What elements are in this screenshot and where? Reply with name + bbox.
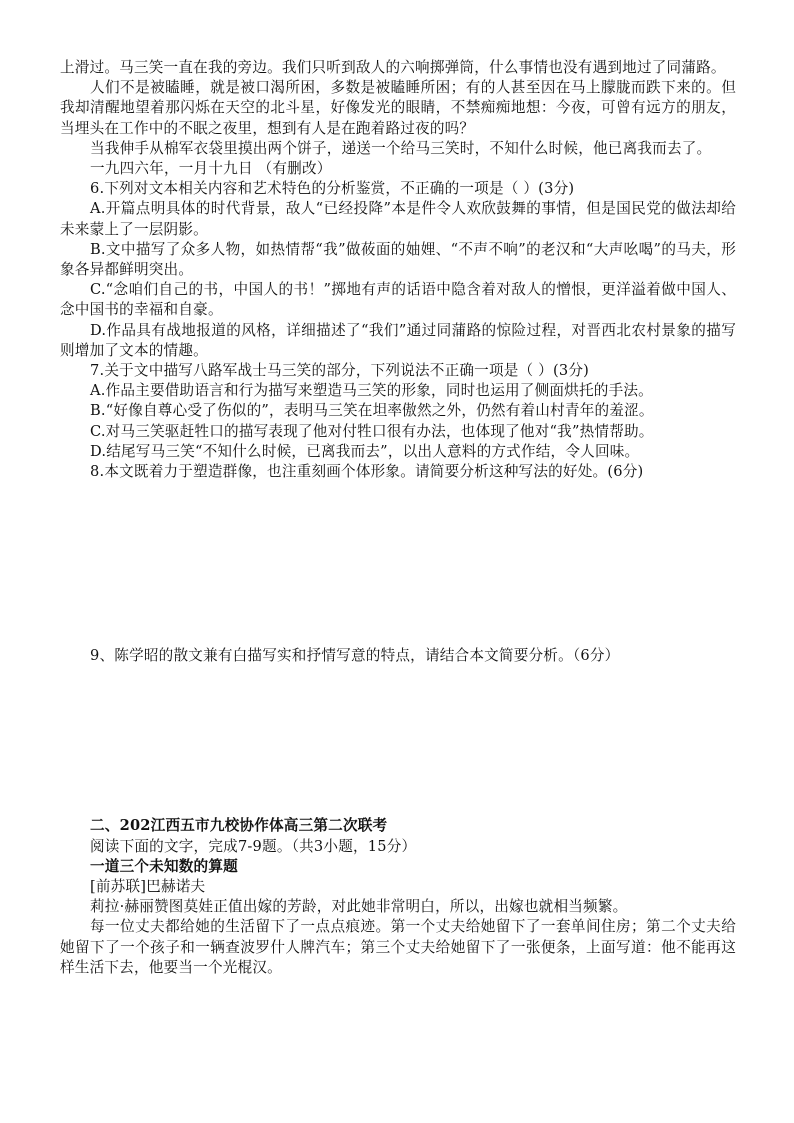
answer-space [60,666,736,816]
question-6-option-b: B.文中描写了众多人物，如热情帮“我”做莜面的妯娌、“不声不响”的老汉和“大声吆喝”的马夫，形象各异都鲜明突出。 [60,240,736,279]
question-7-option-c: C.对马三笑驱赶牲口的描写表现了他对付牲口很有办法，也体现了他对“我”热情帮助。 [90,422,654,440]
section-heading: 二、202江西五市九校协作体高三第二次联考 [90,817,388,835]
story-paragraph: 莉拉·赫丽赞图莫娃正值出嫁的芳龄，对此她非常明白，所以，出嫁也就相当频繁。 [90,898,628,916]
story-paragraph: 每一位丈夫都给她的生活留下了一点点痕迹。第一个丈夫给她留下了一套单间住房；第二个丈夫给她留下了一个孩子和一辆查波罗什人牌汽车；第三个丈夫给她留下了一张便条，上面写道：他不能再这样生活下去，他要当一个光棍汉。 [60,918,736,976]
question-6-stem: 6.下列对文本相关内容和艺术特色的分析鉴赏，不正确的一项是（ ）(3分) [90,180,575,198]
question-7-option-a: A.作品主要借助语言和行为描写来塑造马三笑的形象，同时也运用了侧面烘托的手法。 [90,382,653,400]
question-6-option-a: A.开篇点明具体的时代背景，敌人“已经投降”本是件令人欢欣鼓舞的事情，但是国民党的做法却给未来蒙上了一层阴影。 [60,200,736,238]
story-author: [前苏联]巴赫诺夫 [90,878,206,896]
passage-paragraph: 人们不是被瞌睡，就是被口渴所困，多数是被瞌睡所困；有的人甚至因在马上朦胧而跌下来的。但我却清醒地望着那闪烁在天空的北斗星，好像发光的眼睛，不禁痴痴地想：今夜，可曾有远方的朋友，当埋头在工作中的不眠之夜里，想到有人是在跑着路过夜的吗？ [60,79,736,137]
question-7-option-d: D.结尾写马三笑“不知什么时候，已离我而去”，以出人意料的方式作结，令人回味。 [90,442,640,460]
question-7-stem: 7.关于文中描写八路军战士马三笑的部分，下列说法不正确一项是（ ）(3分) [90,362,590,380]
passage-paragraph: 当我伸手从棉军衣袋里摸出两个饼子，递送一个给马三笑时，不知什么时候，他已离我而去了。 [90,139,712,157]
answer-space [60,482,736,646]
question-8: 8.本文既着力于塑造群像，也注重刻画个体形象。请简要分析这种写法的好处。(6分) [90,463,644,481]
page-content [60,58,736,978]
section-instruction: 阅读下面的文字，完成7-9题。（共3小题，15分） [90,837,417,855]
question-9: 9、陈学昭的散文兼有白描写实和抒情写意的特点，请结合本文简要分析。（6分） [90,647,620,665]
passage-paragraph: 上滑过。马三笑一直在我的旁边。我们只听到敌人的六响掷弹筒，什么事情也没有遇到地过了同蒲路。 [60,59,726,76]
question-6-option-c: C.“念咱们自己的书，中国人的书！”掷地有声的话语中隐含着对敌人的憎恨，更洋溢着做中国人、念中国书的幸福和自豪。 [60,281,736,319]
passage-date: 一九四六年，一月十九日 （有删改） [90,160,332,178]
question-6-option-d: D.作品具有战地报道的风格，详细描述了“我们”通过同蒲路的惊险过程，对晋西北农村景象的描写则增加了文本的情趣。 [60,321,736,359]
question-7-option-b: B.“好像自尊心受了伤似的”，表明马三笑在坦率傲然之外，仍然有着山村青年的羞涩。 [90,402,654,420]
story-title: 一道三个未知数的算题 [90,857,238,875]
